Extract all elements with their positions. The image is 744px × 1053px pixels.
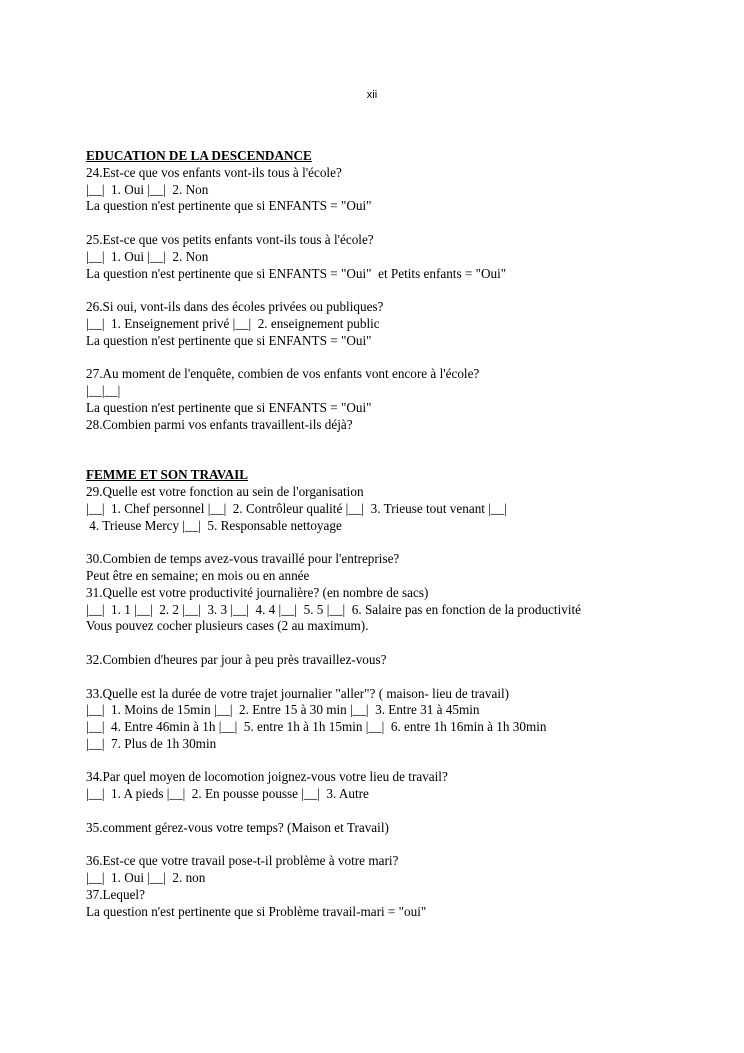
question-34: 34.Par quel moyen de locomotion joignez-vous votre lieu de travail? (86, 769, 448, 785)
note-37: La question n'est pertinente que si Problème travail-mari = "oui" (86, 903, 427, 919)
question-30: 30.Combien de temps avez-vous travaillé pour l'entreprise? (86, 551, 400, 567)
options-25[interactable]: |__| 1. Oui |__| 2. Non (86, 248, 209, 264)
question-28: 28.Combien parmi vos enfants travaillent-ils déjà? (86, 416, 353, 432)
section-heading-education: EDUCATION DE LA DESCENDANCE (86, 148, 312, 163)
options-33-line3[interactable]: |__| 7. Plus de 1h 30min (86, 735, 217, 751)
note-31: Vous pouvez cocher plusieurs cases (2 au maximum). (86, 618, 369, 634)
note-25: La question n'est pertinente que si ENFANTS = "Oui" et Petits enfants = "Oui" (86, 265, 507, 281)
note-27: La question n'est pertinente que si ENFANTS = "Oui" (86, 399, 372, 415)
document-body (86, 148, 706, 921)
options-31[interactable]: |__| 1. 1 |__| 2. 2 |__| 3. 3 |__| 4. 4 |__| 5. 5 |__| 6. Salaire pas en fonction de la productivité (86, 601, 582, 617)
question-31: 31.Quelle est votre productivité journalière? (en nombre de sacs) (86, 584, 429, 600)
options-29-line1[interactable]: |__| 1. Chef personnel |__| 2. Contrôleur qualité |__| 3. Trieuse tout venant |__| (86, 500, 507, 516)
question-37: 37.Lequel? (86, 887, 145, 903)
question-36: 36.Est-ce que votre travail pose-t-il problème à votre mari? (86, 853, 399, 869)
note-24: La question n'est pertinente que si ENFANTS = "Oui" (86, 198, 372, 214)
question-24: 24.Est-ce que vos enfants vont-ils tous à l'école? (86, 164, 342, 180)
options-33-line2[interactable]: |__| 4. Entre 46min à 1h |__| 5. entre 1h à 1h 15min |__| 6. entre 1h 16min à 1h 30min (86, 719, 547, 735)
question-25: 25.Est-ce que vos petits enfants vont-ils tous à l'école? (86, 231, 374, 247)
note-26: La question n'est pertinente que si ENFANTS = "Oui" (86, 332, 372, 348)
question-33: 33.Quelle est la durée de votre trajet journalier "aller"? ( maison- lieu de travail) (86, 685, 510, 701)
question-32: 32.Combien d'heures par jour à peu près travaillez-vous? (86, 651, 387, 667)
hint-30: Peut être en semaine; en mois ou en année (86, 567, 310, 583)
options-26[interactable]: |__| 1. Enseignement privé |__| 2. enseignement public (86, 315, 380, 331)
question-29: 29.Quelle est votre fonction au sein de l'organisation (86, 483, 364, 499)
question-35: 35.comment gérez-vous votre temps? (Maison et Travail) (86, 819, 389, 835)
options-24[interactable]: |__| 1. Oui |__| 2. Non (86, 181, 209, 197)
options-29-line2[interactable]: 4. Trieuse Mercy |__| 5. Responsable nettoyage (86, 517, 342, 533)
page-number: xii (366, 89, 378, 101)
options-36[interactable]: |__| 1. Oui |__| 2. non (86, 870, 206, 886)
options-34[interactable]: |__| 1. A pieds |__| 2. En pousse pousse |__| 3. Autre (86, 786, 369, 802)
options-27[interactable]: |__|__| (86, 383, 121, 399)
question-26: 26.Si oui, vont-ils dans des écoles privées ou publiques? (86, 299, 384, 315)
section-heading-travail: FEMME ET SON TRAVAIL (86, 467, 249, 483)
question-27: 27.Au moment de l'enquête, combien de vos enfants vont encore à l'école? (86, 366, 480, 382)
options-33-line1[interactable]: |__| 1. Moins de 15min |__| 2. Entre 15 à 30 min |__| 3. Entre 31 à 45min (86, 702, 480, 718)
